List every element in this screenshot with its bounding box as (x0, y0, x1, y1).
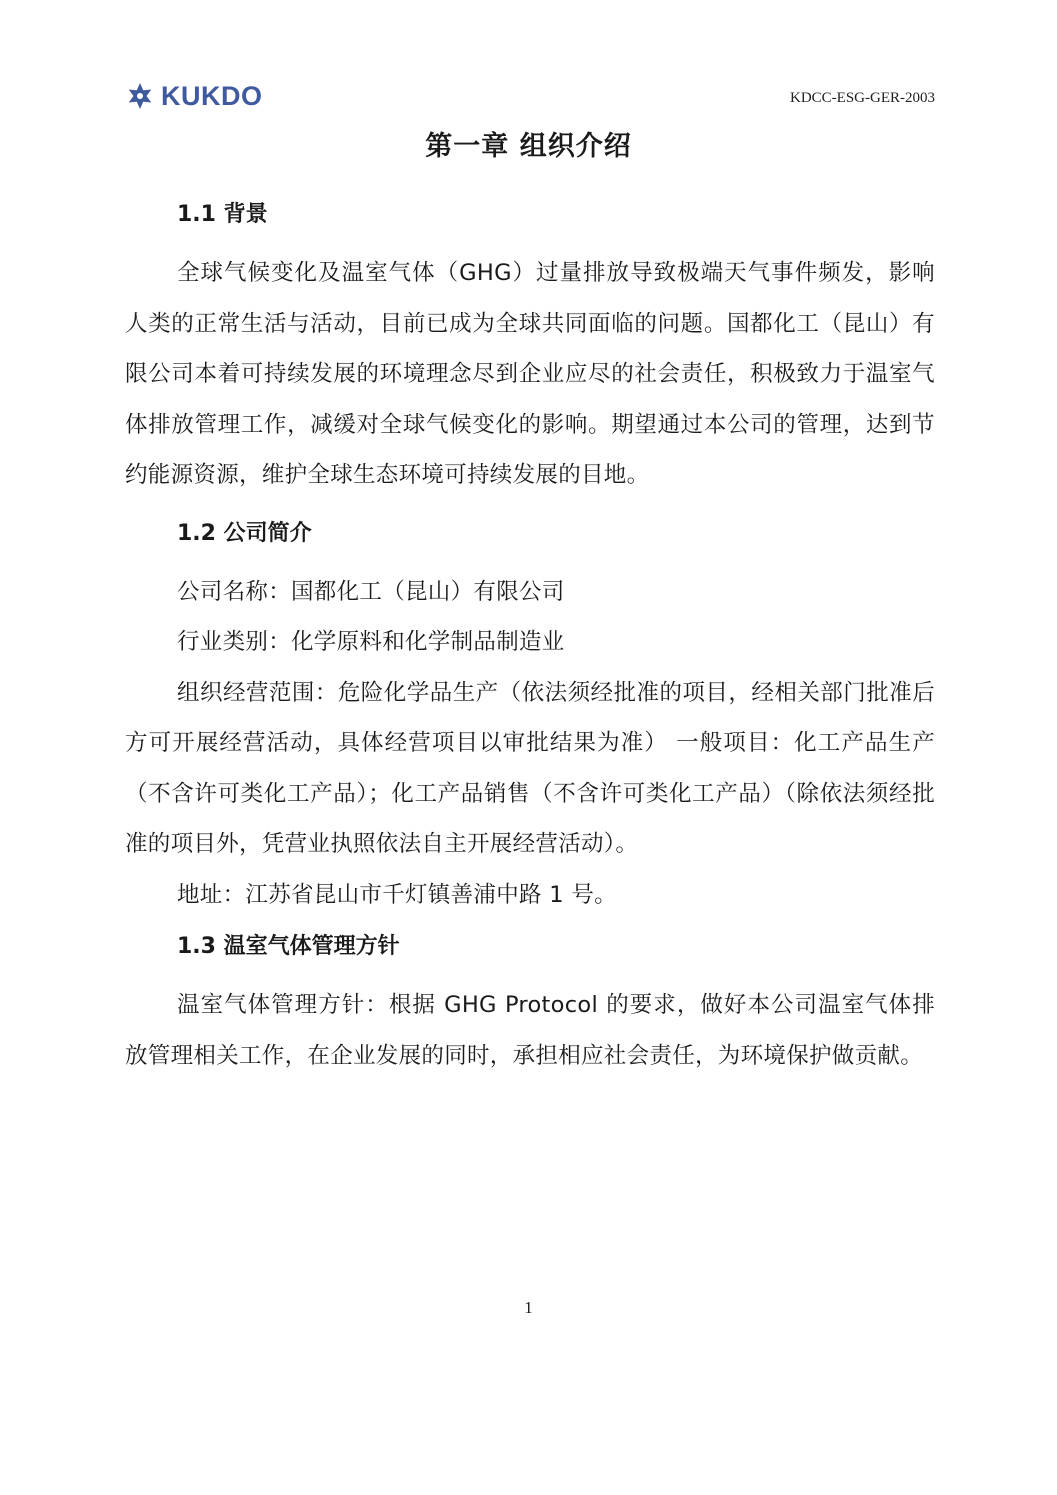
business-scope-paragraph: 组织经营范围：危险化学品生产（依法须经批准的项目，经相关部门批准后方可开展经营活动，具体经营项目以审批结果为准） 一般项目：化工产品生产（不含许可类化工产品）；化工产品销售（不含许可类化工产品）（除依法须经批准的项目外，凭营业执照依法自主开展经营活动）。 (125, 679, 935, 857)
address-line: 地址：江苏省昆山市千灯镇善浦中路 1 号。 (177, 881, 617, 908)
document-body (125, 196, 935, 1081)
section-heading-background: 1.1 背景 (177, 202, 268, 227)
section-heading-policy: 1.3 温室气体管理方针 (177, 934, 400, 959)
page-header (125, 78, 935, 118)
kukdo-logo-icon (125, 81, 155, 111)
company-logo (125, 80, 263, 112)
page-number: 1 (524, 1298, 533, 1317)
background-paragraph: 全球气候变化及温室气体（GHG）过量排放导致极端天气事件频发，影响人类的正常生活与活动，目前已成为全球共同面临的问题。国都化工（昆山）有限公司本着可持续发展的环境理念尽到企业应尽的社会责任，积极致力于温室气体排放管理工作，减缓对全球气候变化的影响。期望通过本公司的管理，达到节约能源资源，维护全球生态环境可持续发展的目地。 (125, 260, 935, 488)
policy-paragraph: 温室气体管理方针：根据 GHG Protocol 的要求，做好本公司温室气体排放管理相关工作，在企业发展的同时，承担相应社会责任，为环境保护做贡献。 (125, 992, 935, 1069)
document-code: KDCC-ESG-GER-2003 (790, 90, 935, 106)
chapter-title: 第一章 组织介绍 (425, 131, 632, 162)
section-heading-profile: 1.2 公司简介 (177, 520, 312, 546)
company-name-line: 公司名称：国都化工（昆山）有限公司 (177, 578, 565, 605)
industry-line: 行业类别：化学原料和化学制品制造业 (177, 629, 565, 655)
logo-text: KUKDO (161, 80, 263, 111)
